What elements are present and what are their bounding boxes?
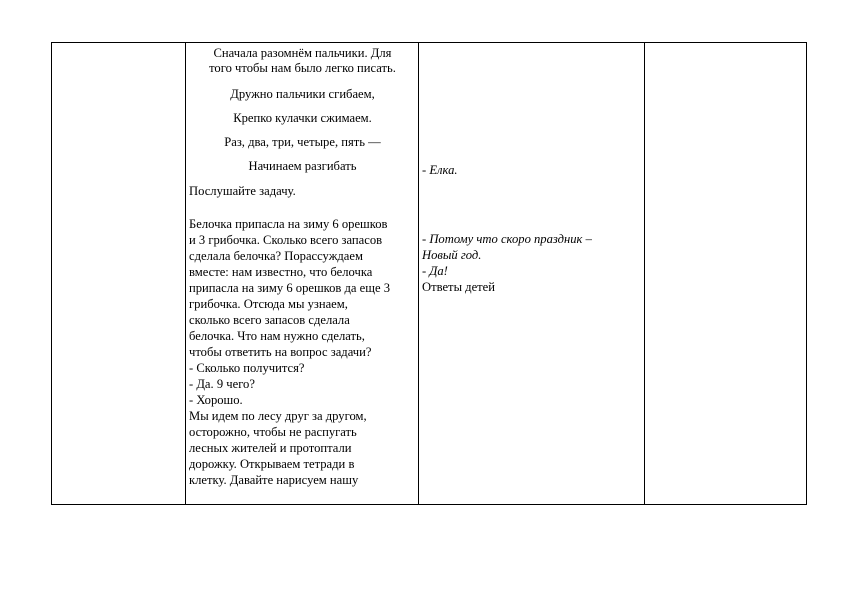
poem-line: Дружно пальчики сгибаем, bbox=[230, 87, 375, 101]
lesson-table bbox=[51, 42, 807, 505]
poem-line: Начинаем разгибать bbox=[248, 159, 357, 173]
student-answer: - Да! bbox=[422, 264, 448, 278]
empty-cell bbox=[645, 43, 806, 504]
poem-line: Крепко кулачки сжимаем. bbox=[233, 111, 372, 125]
student-answer: Новый год. bbox=[422, 248, 482, 262]
intro-line: Сначала разомнём пальчики. Для bbox=[213, 46, 392, 60]
task-line: Белочка припасла на зиму 6 орешков bbox=[189, 217, 388, 231]
listen-line: Послушайте задачу. bbox=[189, 184, 296, 198]
student-answer: Ответы детей bbox=[422, 280, 496, 294]
student-answer: - Елка. bbox=[422, 163, 458, 177]
task-line: Мы идем по лесу друг за другом, bbox=[189, 409, 367, 423]
task-line: - Хорошо. bbox=[189, 393, 243, 407]
student-activity-cell bbox=[419, 43, 645, 504]
task-line: белочка. Что нам нужно сделать, bbox=[189, 329, 365, 343]
poem-line: Раз, два, три, четыре, пять — bbox=[224, 135, 381, 149]
task-line: лесных жителей и протоптали bbox=[189, 441, 352, 455]
task-line: осторожно, чтобы не распугать bbox=[189, 425, 357, 439]
task-line: сколько всего запасов сделала bbox=[189, 313, 350, 327]
intro-line: того чтобы нам было легко писать. bbox=[209, 61, 396, 75]
task-line: грибочка. Отсюда мы узнаем, bbox=[189, 297, 348, 311]
task-line: припасла на зиму 6 орешков да еще 3 bbox=[189, 281, 390, 295]
task-line: сделала белочка? Порассуждаем bbox=[189, 249, 363, 263]
task-line: вместе: нам известно, что белочка bbox=[189, 265, 373, 279]
task-line: и 3 грибочка. Сколько всего запасов bbox=[189, 233, 383, 247]
task-line: дорожку. Открываем тетради в bbox=[189, 457, 355, 471]
student-answer: - Потому что скоро праздник – bbox=[422, 232, 592, 246]
task-line: клетку. Давайте нарисуем нашу bbox=[189, 473, 359, 487]
teacher-activity-cell bbox=[186, 43, 419, 504]
task-line: - Да. 9 чего? bbox=[189, 377, 255, 391]
task-line: - Сколько получится? bbox=[189, 361, 305, 375]
task-line: чтобы ответить на вопрос задачи? bbox=[189, 345, 372, 359]
